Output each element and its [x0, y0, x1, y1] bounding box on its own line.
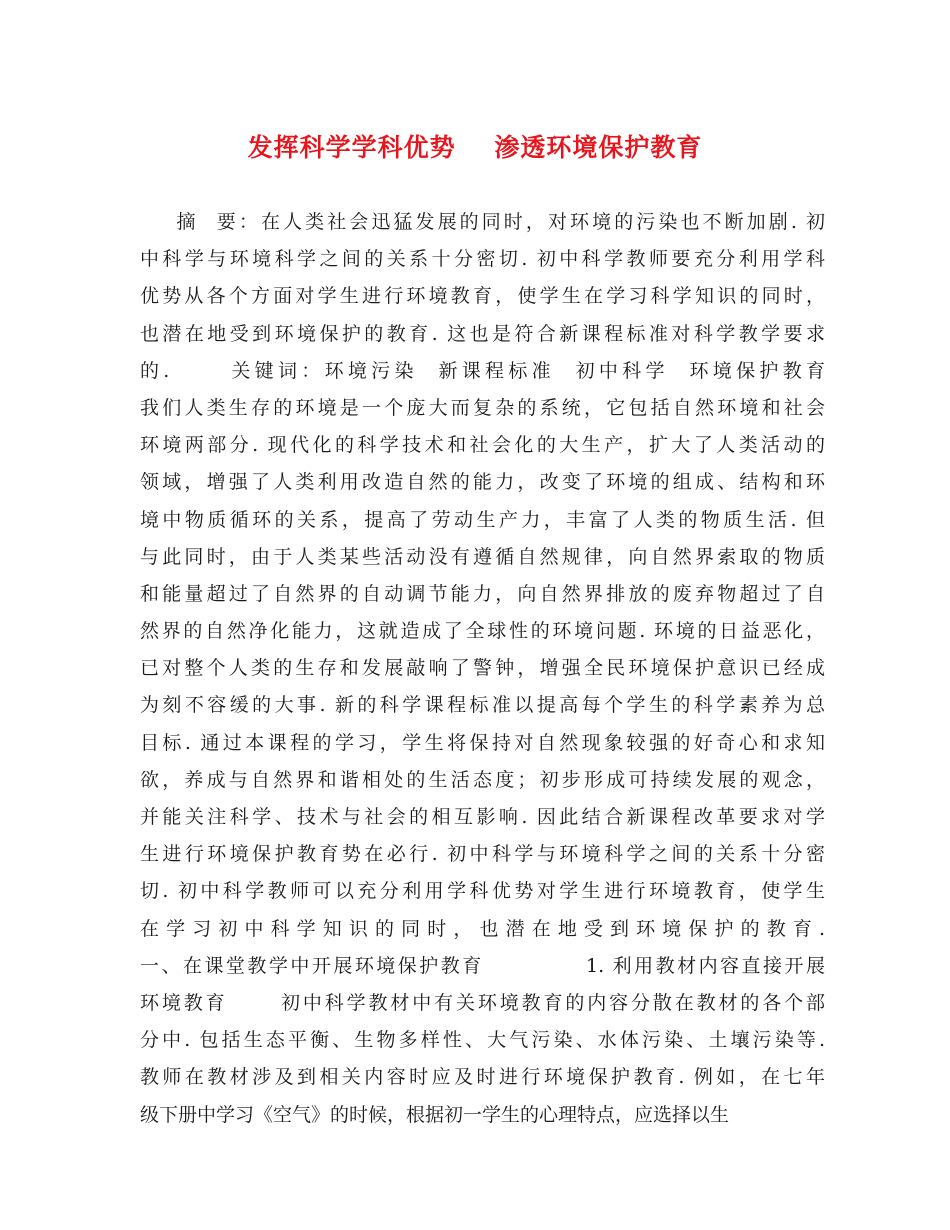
body-line: 分中. 包括生态平衡、生物多样性、大气污染、水体污染、土壤污染等. — [140, 1029, 825, 1052]
body-line: 生进行环境保护教育势在必行. 初中科学与环境科学之间的关系十分密 — [140, 843, 825, 866]
body-line: 也潜在地受到环境保护的教育. 这也是符合新课程标准对科学教学要求 — [140, 322, 825, 345]
body-line: 与此同时，由于人类某些活动没有遵循自然规律，向自然界索取的物质 — [140, 545, 825, 568]
body-line: 我们人类生存的环境是一个庞大而复杂的系统，它包括自然环境和社会 — [140, 396, 825, 419]
body-line: 领域，增强了人类利用改造自然的能力，改变了环境的组成、结构和环 — [140, 471, 825, 494]
body-line: 教师在教材涉及到相关内容时应及时进行环境保护教育. 例如，在七年 — [140, 1066, 825, 1089]
body-line: 并能关注科学、技术与社会的相互影响. 因此结合新课程改革要求对学 — [140, 806, 825, 828]
body-line: 环境两部分. 现代化的科学技术和社会化的大生产，扩大了人类活动的 — [140, 434, 825, 457]
body-line: 然界的自然净化能力，这就造成了全球性的环境问题. 环境的日益恶化， — [140, 620, 825, 643]
body-line: 和能量超过了自然界的自动调节能力，向自然界排放的废弃物超过了自 — [140, 582, 825, 605]
body-line: 级下册中学习《空气》的时候，根据初一学生的心理特点，应选择以生 — [140, 1103, 730, 1126]
document-body — [140, 204, 825, 1134]
body-line: 在学习初中科学知识的同时，也潜在地受到环境保护的教育. — [140, 917, 825, 940]
body-line: 切. 初中科学教师可以充分利用学科优势对学生进行环境教育，使学生 — [140, 880, 825, 903]
body-line: 为刻不容缓的大事. 新的科学课程标准以提高每个学生的科学素养为总 — [140, 694, 825, 717]
body-line: 欲，养成与自然界和谐相处的生活态度；初步形成可持续发展的观念， — [140, 768, 825, 791]
body-line: 环境教育 初中科学教材中有关环境教育的内容分散在教材的各个部 — [140, 991, 825, 1014]
body-line: 境中物质循环的关系，提高了劳动生产力，丰富了人类的物质生活. 但 — [140, 508, 825, 531]
body-line: 优势从各个方面对学生进行环境教育，使学生在学习科学知识的同时， — [140, 285, 825, 308]
body-line: 目标. 通过本课程的学习，学生将保持对自然现象较强的好奇心和求知 — [140, 731, 825, 754]
body-line: 已对整个人类的生存和发展敲响了警钟，增强全民环境保护意识已经成 — [140, 657, 825, 680]
body-line: 一、在课堂教学中开展环境保护教育 1. 利用教材内容直接开展 — [140, 954, 825, 977]
body-line: 摘 要：在人类社会迅猛发展的同时，对环境的污染也不断加剧. 初 — [140, 211, 825, 233]
document-title: 发挥科学学科优势 渗透环境保护教育 — [247, 133, 703, 162]
body-line: 中科学与环境科学之间的关系十分密切. 初中科学教师要充分利用学科 — [140, 248, 825, 271]
body-line: 的. 关键词：环境污染 新课程标准 初中科学 环境保护教育 — [140, 359, 825, 382]
